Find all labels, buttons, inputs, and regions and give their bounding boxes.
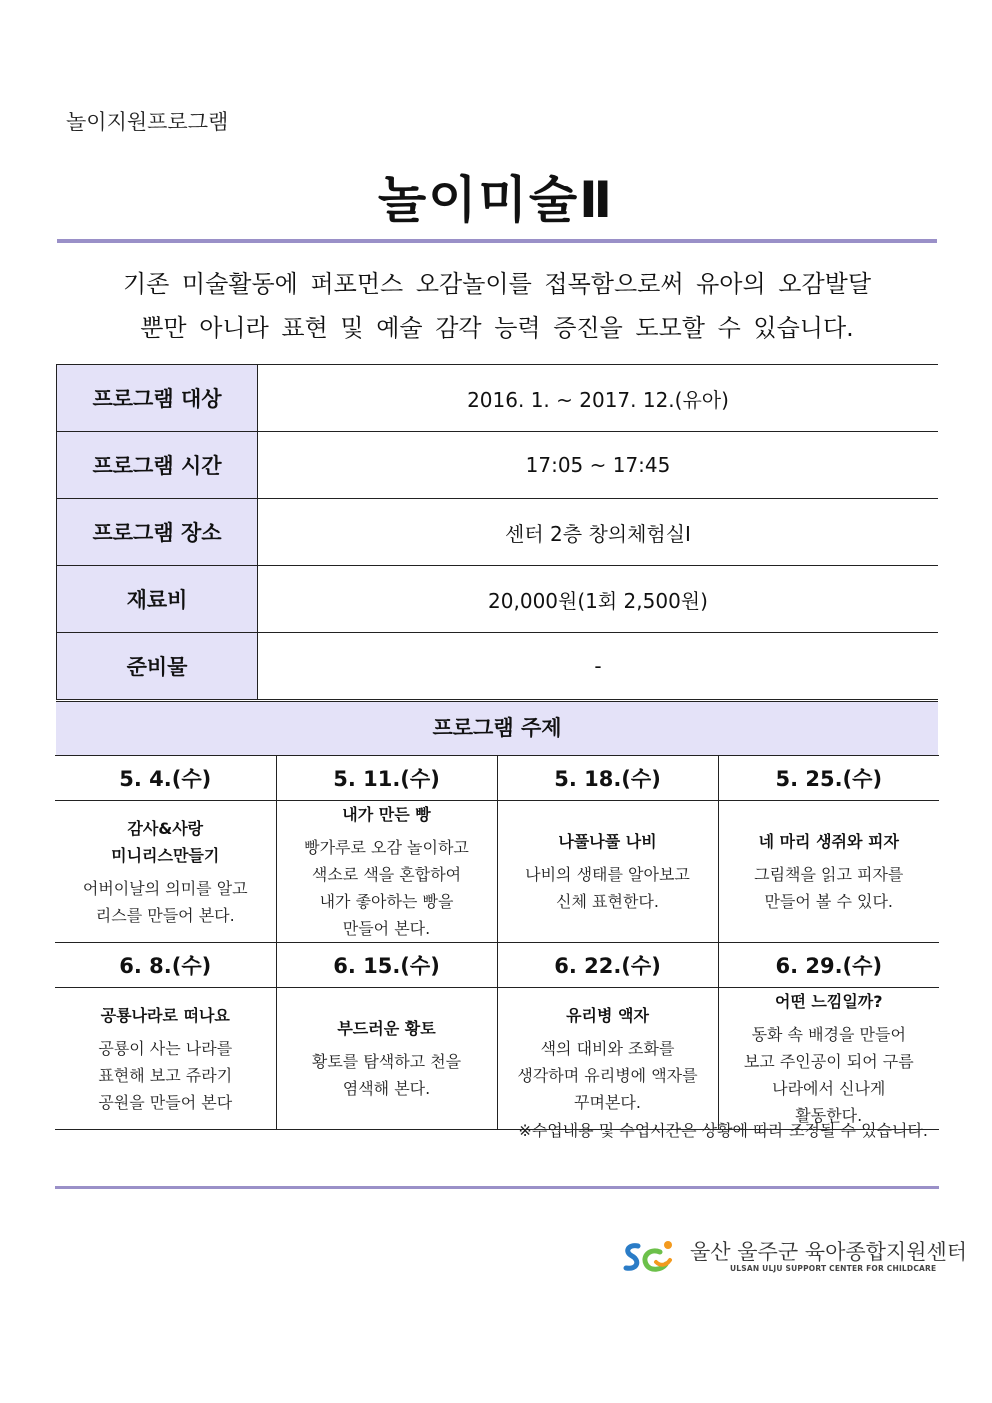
session-description: 공원을 만들어 본다: [98, 1092, 233, 1112]
session-title: 유리병 액자: [566, 1005, 649, 1025]
program-category: 놀이지원프로그램: [66, 110, 229, 134]
title-divider: [57, 239, 937, 243]
schedule-date: 6. 8.(수): [55, 943, 276, 988]
info-value: 센터 2층 창의체험실Ⅰ: [258, 499, 939, 566]
schedule-content-row: [55, 801, 939, 943]
program-description: [55, 262, 939, 350]
info-label: 재료비: [57, 566, 258, 633]
session-title: 나풀나풀 나비: [558, 832, 657, 851]
session-title: 부드러운 황토: [337, 1019, 436, 1038]
theme-heading: 프로그램 주제: [56, 701, 938, 756]
session-description: 염색해 본다.: [342, 1079, 431, 1098]
session-description: 표현해 보고 쥬라기: [98, 1065, 233, 1085]
schedule-cell: [497, 801, 718, 943]
info-row-target: [57, 365, 939, 432]
session-description: 색의 대비와 조화를: [540, 1038, 675, 1058]
info-row-place: [57, 499, 939, 566]
schedule-date: 6. 29.(수): [718, 943, 939, 988]
info-value: 2016. 1. ~ 2017. 12.(유아): [258, 365, 939, 432]
schedule-content-row: [55, 988, 939, 1130]
schedule-date: 6. 22.(수): [497, 943, 718, 988]
session-description: 만들어 본다.: [342, 919, 431, 938]
footer-divider: [55, 1186, 939, 1189]
schedule-cell: [276, 988, 497, 1130]
session-description: 활동한다.: [795, 1106, 863, 1125]
info-label: 프로그램 시간: [57, 432, 258, 499]
schedule-cell: [276, 801, 497, 943]
info-label: 프로그램 장소: [57, 499, 258, 566]
session-description: 만들어 볼 수 있다.: [764, 892, 894, 911]
info-row-supplies: [57, 633, 939, 700]
session-title: 네 마리 생쥐와 피자: [758, 832, 899, 851]
session-description: 꾸며본다.: [574, 1092, 641, 1112]
info-value: 20,000원(1회 2,500원): [258, 566, 939, 633]
session-description: 동화 속 배경을 만들어: [751, 1025, 906, 1044]
info-row-fee: [57, 566, 939, 633]
schedule-date: 5. 18.(수): [497, 756, 718, 801]
session-description: 공룡이 사는 나라를: [98, 1038, 233, 1058]
session-description: 색소로 색을 혼합하여: [311, 865, 462, 884]
info-label: 준비물: [57, 633, 258, 700]
description-line: 기존 미술활동에 퍼포먼스 오감놀이를 접목함으로써 유아의 오감발달: [122, 270, 872, 298]
session-description: 빵가루로 오감 놀이하고: [304, 838, 469, 857]
schedule-cell: [718, 801, 939, 943]
session-description: 나비의 생태를 알아보고: [525, 865, 690, 884]
info-value: 17:05 ~ 17:45: [258, 432, 939, 499]
session-title: 어떤 느낌일까?: [774, 992, 883, 1011]
info-value: -: [258, 633, 939, 700]
center-name-english: ULSAN ULJU SUPPORT CENTER FOR CHILDCARE: [730, 1264, 937, 1273]
schedule-cell: [497, 988, 718, 1130]
session-description: 황토를 탐색하고 천을: [311, 1052, 462, 1071]
center-logo: [620, 1236, 968, 1280]
session-description: 리스를 만들어 본다.: [95, 905, 235, 925]
session-title: 미니리스만들기: [111, 845, 220, 865]
sc-logo-icon: [620, 1236, 676, 1280]
schedule-cell: [55, 988, 276, 1130]
session-description: 나라에서 신나게: [772, 1079, 886, 1098]
schedule-date: 5. 11.(수): [276, 756, 497, 801]
session-title: 감사&사랑: [127, 818, 204, 838]
session-description: 생각하며 유리병에 액자를: [517, 1065, 698, 1085]
schedule-note: ※수업내용 및 수업시간은 상황에 따라 조정될 수 있습니다.: [518, 1121, 928, 1140]
session-description: 그림책을 읽고 피자를: [754, 865, 904, 884]
info-label: 프로그램 대상: [57, 365, 258, 432]
session-description: 보고 주인공이 되어 구름: [743, 1052, 914, 1071]
schedule-cell: [55, 801, 276, 943]
schedule-date-row: [55, 756, 939, 801]
schedule-cell: [718, 988, 939, 1130]
session-description: 신체 표현한다.: [556, 892, 659, 911]
session-description: 어버이날의 의미를 알고: [82, 878, 248, 898]
schedule-date: 5. 25.(수): [718, 756, 939, 801]
schedule-date: 6. 15.(수): [276, 943, 497, 988]
schedule-table: [55, 755, 939, 1130]
schedule-date-row: [55, 943, 939, 988]
info-row-time: [57, 432, 939, 499]
session-description: 내가 좋아하는 빵을: [319, 892, 454, 911]
session-title: 내가 만든 빵: [342, 805, 431, 824]
schedule-date: 5. 4.(수): [55, 756, 276, 801]
page-title: 놀이미술Ⅱ: [377, 171, 615, 229]
description-line: 뿐만 아니라 표현 및 예술 감각 능력 증진을 도모할 수 있습니다.: [140, 314, 854, 342]
center-name: 울산 울주군 육아종합지원센터: [690, 1240, 968, 1264]
program-info-table: [56, 364, 938, 700]
session-title: 공룡나라로 떠나요: [100, 1005, 230, 1025]
